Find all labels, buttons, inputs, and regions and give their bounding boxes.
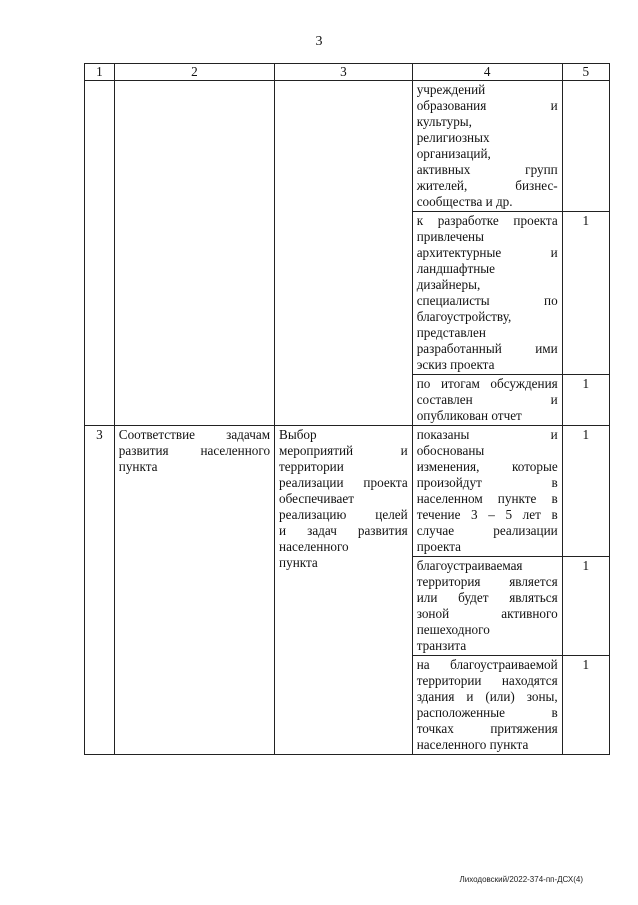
criterion-cell [412, 375, 562, 426]
cell-text-line: населенного пункта [416, 737, 529, 752]
cell-text-line: сообщества и др. [416, 194, 513, 209]
cell-text-line: опубликован отчет [416, 408, 522, 423]
section-description-cell [275, 426, 413, 755]
cell-text-line: к разработке проекта [416, 213, 558, 228]
points-cell: 1 [562, 212, 609, 375]
criterion-cell [412, 656, 562, 755]
cell-text-line: составлен и [416, 392, 558, 407]
cell-text-line: произойдут в [416, 475, 558, 490]
cell-text-line: эскиз проекта [416, 357, 495, 372]
title-cell [114, 81, 274, 426]
table-row [85, 426, 610, 557]
column-header-5: 5 [562, 64, 609, 81]
cell-text-line: благоустройству, [416, 309, 512, 324]
cell-text-line: территории находятся [416, 673, 558, 688]
cell-text-line: Соответствие задачам [118, 427, 271, 442]
cell-text-line: течение 3 – 5 лет в [416, 507, 558, 522]
points-cell: 1 [562, 656, 609, 755]
column-header-3: 3 [275, 64, 413, 81]
table-header-row [85, 64, 610, 81]
section-title-cell [114, 426, 274, 755]
cell-text-line: обеспечивает [279, 491, 355, 506]
column-header-4: 4 [412, 64, 562, 81]
criterion-cell [412, 426, 562, 557]
points-cell: 1 [562, 375, 609, 426]
page-number: 3 [315, 34, 323, 49]
cell-text-line: организаций, [416, 146, 491, 161]
criterion-cell [412, 81, 562, 212]
description-cell [275, 81, 413, 426]
cell-text-line: по итогам обсуждения [416, 376, 558, 391]
criterion-cell [412, 212, 562, 375]
cell-text-line: изменения, которые [416, 459, 558, 474]
document-footer-code: Лиходовский/2022-374-пп-ДСХ(4) [459, 875, 583, 884]
table-row [85, 81, 610, 212]
cell-text-line: привлечены [416, 229, 484, 244]
cell-text-line: специалисты по [416, 293, 558, 308]
cell-text-line: или будет являться [416, 590, 558, 605]
cell-text-line: реализацию целей [279, 507, 408, 522]
cell-text-line: активных групп [416, 162, 558, 177]
cell-text-line: населенного [279, 539, 349, 554]
cell-text-line: пешеходного [416, 622, 490, 637]
criteria-table [84, 63, 610, 755]
points-cell [562, 81, 609, 212]
column-header-1: 1 [85, 64, 115, 81]
number-cell [85, 81, 115, 426]
cell-text-line: религиозных [416, 130, 490, 145]
cell-text-line: учреждений [416, 82, 486, 97]
cell-text-line: расположенные в [416, 705, 558, 720]
cell-text-line: обоснованы [416, 443, 485, 458]
cell-text-line: представлен [416, 325, 486, 340]
column-header-2: 2 [114, 64, 274, 81]
cell-text-line: развития населенного [118, 443, 271, 458]
cell-text-line: проекта [416, 539, 461, 554]
cell-text-line: территория является [416, 574, 558, 589]
criterion-cell [412, 557, 562, 656]
cell-text-line: жителей, бизнес- [416, 178, 558, 193]
cell-text-line: ландшафтные [416, 261, 495, 276]
cell-text-line: Выбор [279, 427, 317, 442]
cell-text-line: благоустраиваемая [416, 558, 523, 573]
cell-text-line: на благоустраиваемой [416, 657, 558, 672]
points-cell: 1 [562, 426, 609, 557]
cell-text-line: пункта [279, 555, 318, 570]
cell-text-line: точках притяжения [416, 721, 558, 736]
section-number-cell: 3 [85, 426, 115, 755]
cell-text-line: образования и [416, 98, 558, 113]
cell-text-line: реализации проекта [279, 475, 408, 490]
cell-text-line: и задач развития [279, 523, 408, 538]
cell-text-line: пункта [118, 459, 158, 474]
cell-text-line: дизайнеры, [416, 277, 481, 292]
cell-text-line: разработанный ими [416, 341, 558, 356]
cell-text-line: культуры, [416, 114, 472, 129]
cell-text-line: мероприятий и [279, 443, 408, 458]
cell-text-line: населенном пункте в [416, 491, 558, 506]
cell-text-line: архитектурные и [416, 245, 558, 260]
points-cell: 1 [562, 557, 609, 656]
cell-text-line: зоной активного [416, 606, 558, 621]
cell-text-line: показаны и [416, 427, 558, 442]
cell-text-line: территории [279, 459, 344, 474]
cell-text-line: здания и (или) зоны, [416, 689, 558, 704]
cell-text-line: случае реализации [416, 523, 558, 538]
cell-text-line: транзита [416, 638, 467, 653]
